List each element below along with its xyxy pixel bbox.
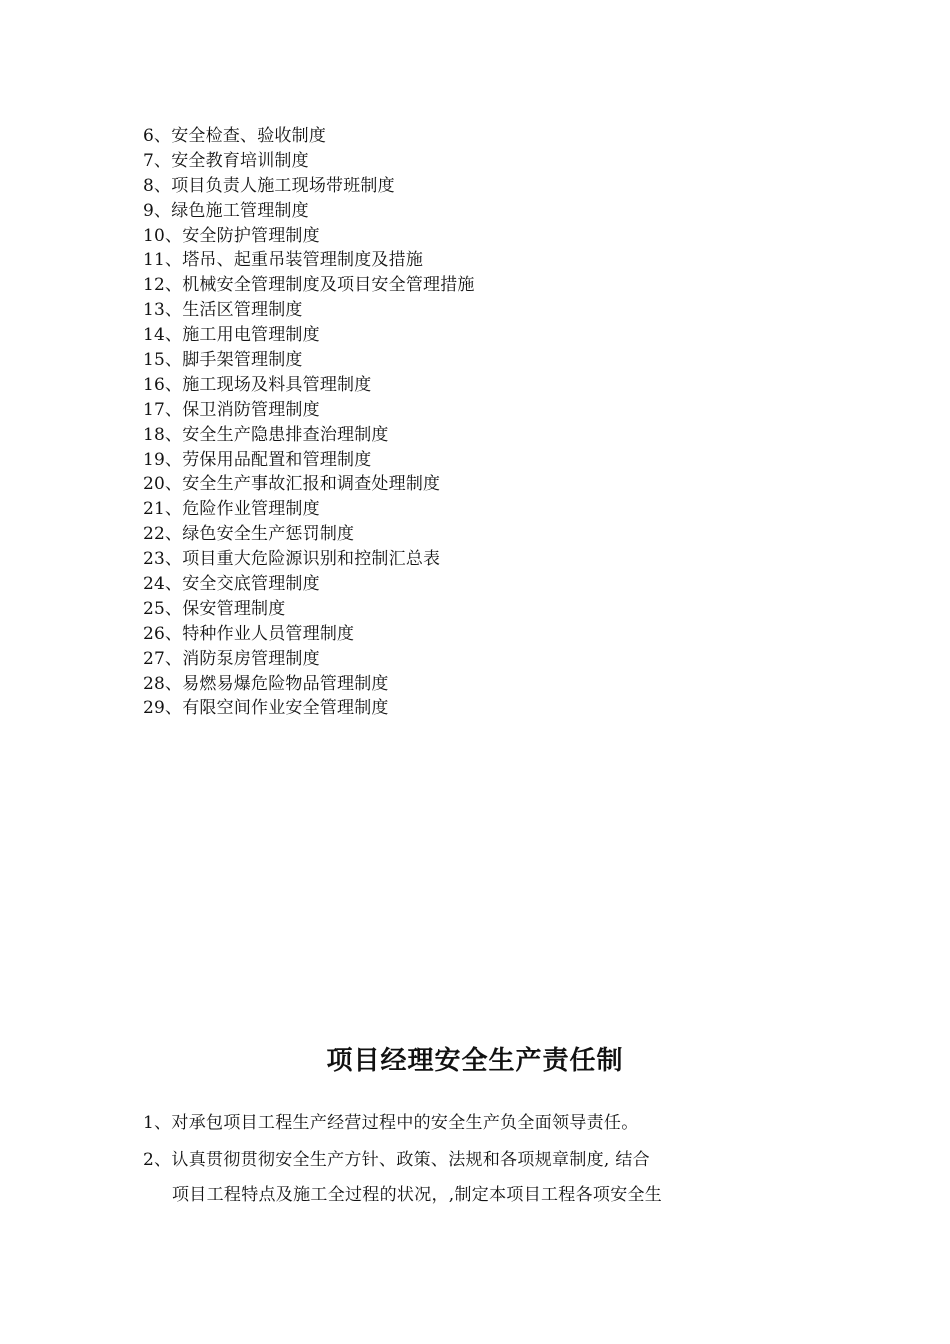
regulation-list-item: 22、绿色安全生产惩罚制度 (143, 524, 355, 545)
regulation-list-item: 13、生活区管理制度 (143, 300, 303, 321)
regulation-list-item: 6、安全检查、验收制度 (143, 126, 327, 146)
regulation-list-item: 21、危险作业管理制度 (143, 499, 320, 520)
regulation-list (143, 124, 475, 721)
duty-item-1: 1、对承包项目工程生产经营过程中的安全生产负全面领导责任。 (143, 1113, 639, 1133)
regulation-list-item: 16、施工现场及料具管理制度 (143, 374, 372, 395)
regulation-list-item: 23、项目重大危险源识别和控制汇总表 (143, 549, 441, 570)
regulation-list-item: 27、消防泵房管理制度 (143, 648, 320, 669)
section-title: 项目经理安全生产责任制 (326, 1046, 624, 1076)
regulation-list-item: 9、绿色施工管理制度 (143, 200, 309, 221)
regulation-list-item: 29、有限空间作业安全管理制度 (143, 698, 389, 719)
regulation-list-item: 26、特种作业人员管理制度 (143, 623, 355, 644)
regulation-list-item: 8、项目负责人施工现场带班制度 (143, 175, 395, 196)
regulation-list-item: 17、保卫消防管理制度 (143, 399, 320, 420)
regulation-list-item: 15、脚手架管理制度 (143, 350, 303, 371)
regulation-list-item: 14、施工用电管理制度 (143, 325, 320, 346)
regulation-list-item: 7、安全教育培训制度 (143, 150, 309, 171)
regulation-list-item: 12、机械安全管理制度及项目安全管理措施 (143, 275, 475, 296)
regulation-list-item: 28、易燃易爆危险物品管理制度 (143, 673, 389, 694)
regulation-list-item: 25、保安管理制度 (143, 598, 286, 619)
regulation-list-item: 10、安全防护管理制度 (143, 225, 320, 246)
duty-item-2-line-2: 项目工程特点及施工全过程的状况，,制定本项目工程各项安全生 (172, 1185, 663, 1205)
duty-item-2-line-1: 2、认真贯彻贯彻安全生产方针、政策、法规和各项规章制度, 结合 (143, 1150, 650, 1170)
regulation-list-item: 20、安全生产事故汇报和调查处理制度 (143, 474, 441, 495)
regulation-list-item: 18、安全生产隐患排查治理制度 (143, 424, 389, 445)
regulation-list-item: 11、塔吊、起重吊装管理制度及措施 (143, 250, 424, 271)
regulation-list-item: 19、劳保用品配置和管理制度 (143, 449, 372, 470)
regulation-list-item: 24、安全交底管理制度 (143, 574, 320, 595)
